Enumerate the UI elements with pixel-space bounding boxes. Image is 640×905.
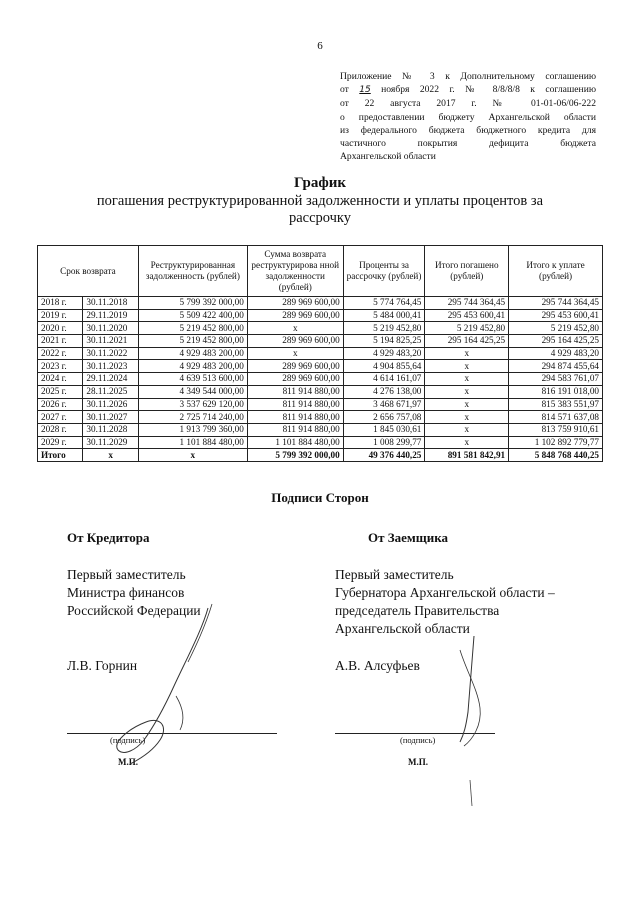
cell-repayment-amount: х (247, 347, 343, 360)
cell-total-paid: х (425, 385, 509, 398)
creditor-position-line-1: Первый заместитель (67, 567, 186, 582)
cell-total-paid: х (425, 423, 509, 436)
repayment-schedule-table (37, 245, 603, 462)
cell-restructured-debt: 5 799 392 000,00 (138, 297, 247, 310)
cell-interest: 5 219 452,80 (343, 322, 425, 335)
cell-year: 2024 г. (38, 373, 83, 386)
cell-total-paid: 295 744 364,45 (425, 297, 509, 310)
total-label: Итого (38, 449, 83, 462)
debtor-stamp-mark: М.П. (408, 757, 428, 767)
cell-total-due: 1 102 892 779,77 (509, 436, 603, 449)
cell-total-due: 814 571 637,08 (509, 411, 603, 424)
cell-date: 28.11.2025 (83, 385, 138, 398)
appendix-line-6: частичного покрытия дефицита бюджета (340, 138, 596, 150)
appendix-line-3-text: 22 августа 2017 г. № 01-01-06/06-222 (364, 98, 596, 110)
debtor-name: А.В. Алсуфьев (335, 658, 420, 673)
signatures-heading: Подписи Сторон (271, 490, 369, 505)
table-body (38, 297, 603, 462)
cell-total-paid: х (425, 398, 509, 411)
cell-total-due: 295 164 425,25 (509, 335, 603, 348)
cell-interest: 5 194 825,25 (343, 335, 425, 348)
appendix-line-2-text: ноября 2022 г. № 8/8/8/8 к соглашению (381, 84, 596, 96)
cell-date: 30.11.2027 (83, 411, 138, 424)
table-row (38, 411, 603, 424)
cell-year: 2023 г. (38, 360, 83, 373)
debtor-position-line-2: Губернатора Архангельской области – (335, 585, 555, 600)
debtor-signature-scribble (420, 630, 500, 810)
table-row (38, 423, 603, 436)
cell-repayment-amount: 811 914 880,00 (247, 423, 343, 436)
appendix-line-3-prefix: от (340, 98, 349, 110)
appendix-header (340, 70, 596, 163)
table-row (38, 347, 603, 360)
cell-total-due: 294 583 761,07 (509, 373, 603, 386)
cell-interest: 1 845 030,61 (343, 423, 425, 436)
cell-year: 2029 г. (38, 436, 83, 449)
table-total-row (38, 449, 603, 462)
creditor-stamp-mark: М.П. (118, 757, 138, 767)
cell-date: 30.11.2020 (83, 322, 138, 335)
creditor-position-line-2: Министра финансов (67, 585, 185, 600)
table-row (38, 373, 603, 386)
total-restructured-debt: х (138, 449, 247, 462)
header-total-paid: Итого погашено (рублей) (425, 246, 509, 297)
cell-repayment-amount: 811 914 880,00 (247, 385, 343, 398)
cell-total-due: 295 744 364,45 (509, 297, 603, 310)
cell-date: 30.11.2023 (83, 360, 138, 373)
debtor-signature-caption: (подпись) (400, 735, 436, 745)
cell-interest: 4 929 483,20 (343, 347, 425, 360)
cell-repayment-amount: 811 914 880,00 (247, 398, 343, 411)
cell-date: 30.11.2026 (83, 398, 138, 411)
cell-repayment-amount: 811 914 880,00 (247, 411, 343, 424)
appendix-line-1: Приложение № 3 к Дополнительному соглашению (340, 71, 596, 82)
schedule-subtitle: погашения реструктурированной задолженности и уплаты процентов за рассрочку (96, 193, 544, 226)
appendix-line-3 (340, 97, 596, 110)
cell-year: 2025 г. (38, 385, 83, 398)
creditor-position-line-3: Российской Федерации (67, 603, 201, 618)
table-row (38, 297, 603, 310)
cell-restructured-debt: 5 509 422 400,00 (138, 309, 247, 322)
appendix-line-7: Архангельской области (340, 151, 436, 163)
cell-date: 30.11.2021 (83, 335, 138, 348)
cell-total-paid: х (425, 373, 509, 386)
cell-total-due: 5 219 452,80 (509, 322, 603, 335)
cell-interest: 5 484 000,41 (343, 309, 425, 322)
cell-restructured-debt: 4 929 483 200,00 (138, 347, 247, 360)
creditor-signature-caption: (подпись) (110, 735, 146, 745)
appendix-line-2-prefix: от (340, 84, 349, 96)
cell-total-paid: х (425, 436, 509, 449)
debtor-heading: От Заемщика (368, 530, 448, 545)
creditor-name: Л.В. Горнин (67, 658, 138, 673)
header-total-due: Итого к уплате (рублей) (509, 246, 603, 297)
cell-repayment-amount: х (247, 322, 343, 335)
table-row (38, 360, 603, 373)
cell-total-paid: х (425, 360, 509, 373)
cell-total-due: 816 191 018,00 (509, 385, 603, 398)
cell-date: 30.11.2028 (83, 423, 138, 436)
cell-restructured-debt: 4 349 544 000,00 (138, 385, 247, 398)
schedule-title: График (293, 175, 347, 191)
appendix-line-2 (340, 83, 596, 97)
cell-total-due: 4 929 483,20 (509, 347, 603, 360)
cell-interest: 4 276 138,00 (343, 385, 425, 398)
appendix-line-4: о предоставлении бюджету Архангельской области (340, 111, 596, 123)
page-number: 6 (317, 40, 323, 52)
cell-date: 29.11.2019 (83, 309, 138, 322)
debtor-position (335, 566, 555, 638)
cell-restructured-debt: 4 929 483 200,00 (138, 360, 247, 373)
cell-total-due: 813 759 910,61 (509, 423, 603, 436)
header-repayment-amount: Сумма возврата реструктурирова нной задолженности (рублей) (247, 246, 343, 297)
cell-total-paid: х (425, 411, 509, 424)
cell-year: 2022 г. (38, 347, 83, 360)
total-due: 5 848 768 440,25 (509, 449, 603, 462)
cell-repayment-amount: 1 101 884 480,00 (247, 436, 343, 449)
cell-restructured-debt: 5 219 452 800,00 (138, 322, 247, 335)
cell-year: 2018 г. (38, 297, 83, 310)
cell-year: 2028 г. (38, 423, 83, 436)
cell-repayment-amount: 289 969 600,00 (247, 297, 343, 310)
cell-restructured-debt: 3 537 629 120,00 (138, 398, 247, 411)
cell-total-due: 294 874 455,64 (509, 360, 603, 373)
cell-year: 2026 г. (38, 398, 83, 411)
cell-interest: 4 904 855,64 (343, 360, 425, 373)
cell-interest: 4 614 161,07 (343, 373, 425, 386)
cell-repayment-amount: 289 969 600,00 (247, 373, 343, 386)
table-row (38, 322, 603, 335)
cell-year: 2027 г. (38, 411, 83, 424)
table-row (38, 309, 603, 322)
cell-interest: 3 468 671,97 (343, 398, 425, 411)
cell-year: 2019 г. (38, 309, 83, 322)
creditor-heading: От Кредитора (67, 530, 150, 545)
header-term: Срок возврата (38, 246, 139, 297)
header-restructured-debt: Реструктурированная задолженность (рублей) (138, 246, 247, 297)
appendix-line-5: из федерального бюджета бюджетного кредита для (340, 124, 596, 136)
debtor-position-line-1: Первый заместитель (335, 567, 454, 582)
cell-total-paid: х (425, 347, 509, 360)
cell-year: 2020 г. (38, 322, 83, 335)
handwritten-day: 15 (359, 85, 371, 96)
total-interest: 49 376 440,25 (343, 449, 425, 462)
total-date: х (83, 449, 138, 462)
creditor-signature-scribble (90, 600, 240, 770)
table-row (38, 398, 603, 411)
cell-total-paid: 5 219 452,80 (425, 322, 509, 335)
cell-restructured-debt: 1 101 884 480,00 (138, 436, 247, 449)
cell-repayment-amount: 289 969 600,00 (247, 309, 343, 322)
cell-interest: 5 774 764,45 (343, 297, 425, 310)
table-row (38, 335, 603, 348)
cell-restructured-debt: 1 913 799 360,00 (138, 423, 247, 436)
table-header-row (38, 246, 603, 297)
cell-restructured-debt: 4 639 513 600,00 (138, 373, 247, 386)
table-row (38, 385, 603, 398)
cell-interest: 2 656 757,08 (343, 411, 425, 424)
cell-total-due: 815 383 551,97 (509, 398, 603, 411)
header-interest: Проценты за рассрочку (рублей) (343, 246, 425, 297)
debtor-position-line-4: Архангельской области (335, 621, 470, 636)
debtor-position-line-3: председатель Правительства (335, 603, 500, 618)
cell-date: 30.11.2029 (83, 436, 138, 449)
cell-total-paid: 295 164 425,25 (425, 335, 509, 348)
cell-year: 2021 г. (38, 335, 83, 348)
total-paid: 891 581 842,91 (425, 449, 509, 462)
table-row (38, 436, 603, 449)
cell-date: 30.11.2018 (83, 297, 138, 310)
cell-date: 30.11.2022 (83, 347, 138, 360)
cell-repayment-amount: 289 969 600,00 (247, 335, 343, 348)
cell-repayment-amount: 289 969 600,00 (247, 360, 343, 373)
cell-total-paid: 295 453 600,41 (425, 309, 509, 322)
cell-date: 29.11.2024 (83, 373, 138, 386)
cell-restructured-debt: 5 219 452 800,00 (138, 335, 247, 348)
cell-restructured-debt: 2 725 714 240,00 (138, 411, 247, 424)
cell-interest: 1 008 299,77 (343, 436, 425, 449)
total-repayment-amount: 5 799 392 000,00 (247, 449, 343, 462)
cell-total-due: 295 453 600,41 (509, 309, 603, 322)
